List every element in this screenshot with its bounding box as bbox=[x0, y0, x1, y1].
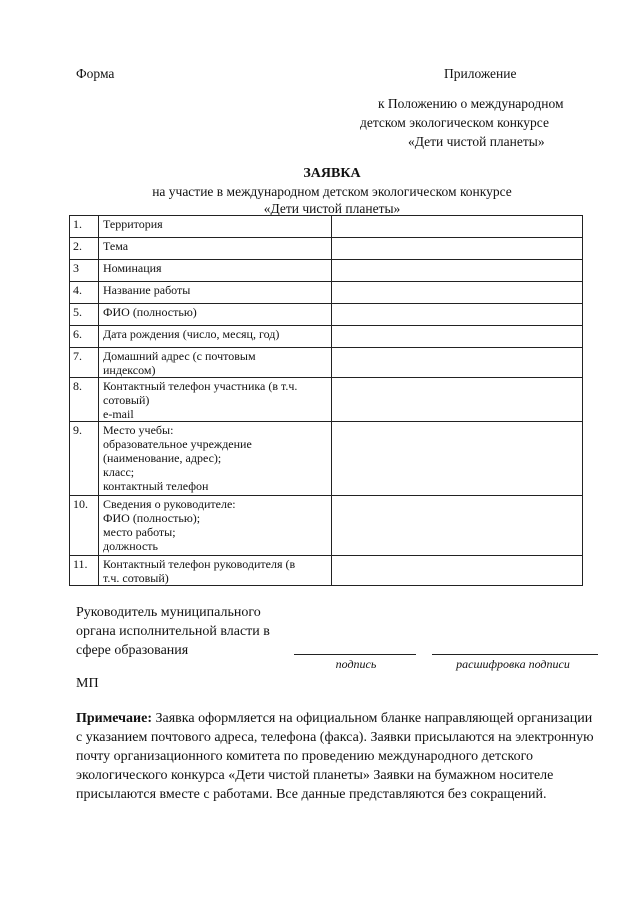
row-value-field[interactable] bbox=[332, 496, 583, 556]
head-title-line2: органа исполнительной власти в bbox=[76, 624, 270, 639]
row-label-line: e-mail bbox=[103, 407, 134, 421]
head-title-line1: Руководитель муниципального bbox=[76, 605, 261, 620]
row-label bbox=[99, 496, 332, 556]
application-table bbox=[69, 215, 583, 586]
row-label-line: ФИО (полностью); bbox=[103, 511, 201, 525]
row-label-line: место работы; bbox=[103, 525, 176, 539]
row-label-line: индексом) bbox=[103, 363, 156, 377]
row-number: 7. bbox=[70, 348, 99, 378]
row-label bbox=[99, 422, 332, 496]
row-label-line: образовательное учреждение bbox=[103, 437, 252, 451]
row-label-line: Название работы bbox=[103, 283, 191, 297]
row-number: 3 bbox=[70, 260, 99, 282]
head-of-authority-block bbox=[76, 603, 270, 660]
note-paragraph bbox=[76, 709, 596, 804]
row-value-field[interactable] bbox=[332, 216, 583, 238]
row-value-field[interactable] bbox=[332, 556, 583, 586]
row-value-field[interactable] bbox=[332, 378, 583, 422]
row-label-line: Контактный телефон руководителя (в bbox=[103, 557, 296, 571]
signature-line bbox=[294, 654, 416, 655]
row-number: 2. bbox=[70, 238, 99, 260]
row-label-line: контактный телефон bbox=[103, 479, 209, 493]
row-label-line: должность bbox=[103, 539, 158, 553]
row-number: 1. bbox=[70, 216, 99, 238]
row-label-line: Дата рождения (число, месяц, год) bbox=[103, 327, 280, 341]
head-title-line3: сфере образования bbox=[76, 643, 189, 658]
row-label-line: Территория bbox=[103, 217, 163, 231]
table-row bbox=[70, 282, 583, 304]
row-label-line: ФИО (полностью) bbox=[103, 305, 197, 319]
row-label bbox=[99, 216, 332, 238]
row-value-field[interactable] bbox=[332, 238, 583, 260]
table-row bbox=[70, 238, 583, 260]
row-label-line: Место учебы: bbox=[103, 423, 174, 437]
table-row bbox=[70, 378, 583, 422]
table-row bbox=[70, 216, 583, 238]
note-label: Примечаие: bbox=[76, 711, 152, 726]
row-label-line: т.ч. сотовый) bbox=[103, 571, 169, 585]
row-label-line: Сведения о руководителе: bbox=[103, 497, 236, 511]
row-number: 8. bbox=[70, 378, 99, 422]
row-value-field[interactable] bbox=[332, 326, 583, 348]
table-row bbox=[70, 348, 583, 378]
signature-caption: подпись bbox=[335, 657, 377, 671]
row-number: 10. bbox=[70, 496, 99, 556]
row-label-line: Номинация bbox=[103, 261, 162, 275]
signature-decode-caption: расшифровка подписи bbox=[456, 657, 570, 671]
row-number: 9. bbox=[70, 422, 99, 496]
row-label bbox=[99, 556, 332, 586]
row-number: 4. bbox=[70, 282, 99, 304]
contest-name: «Дети чистой планеты» bbox=[408, 134, 545, 149]
row-label-line: Домашний адрес (с почтовым bbox=[103, 349, 256, 363]
application-title: ЗАЯВКА bbox=[303, 166, 361, 181]
table-row bbox=[70, 326, 583, 348]
application-subtitle-line1: на участие в международном детском экологическом конкурсе bbox=[152, 184, 512, 199]
note-text: Заявка оформляется на официальном бланке направляющей организации с указанием почтового адреса, телефона (факса). Заявки присылаются на электронную почту организационного комитета по проведению международного детского экологического конкурса «Дети чистой планеты» Заявки на бумажном носителе присылаются вместе с работами. Все данные представляются без сокращений. bbox=[76, 711, 594, 802]
signature-decode-line bbox=[432, 654, 598, 655]
row-label bbox=[99, 348, 332, 378]
row-label-line: сотовый) bbox=[103, 393, 150, 407]
table-row bbox=[70, 260, 583, 282]
row-value-field[interactable] bbox=[332, 422, 583, 496]
row-number: 6. bbox=[70, 326, 99, 348]
row-label bbox=[99, 238, 332, 260]
row-number: 5. bbox=[70, 304, 99, 326]
table-row bbox=[70, 304, 583, 326]
table-row bbox=[70, 496, 583, 556]
application-subtitle-line2: «Дети чистой планеты» bbox=[263, 201, 401, 216]
regulation-reference: к Положению о международном bbox=[378, 96, 564, 111]
contest-reference: детском экологическом конкурсе bbox=[360, 115, 549, 130]
row-label-line: Контактный телефон участника (в т.ч. bbox=[103, 379, 298, 393]
appendix-label: Приложение bbox=[444, 66, 517, 81]
row-label-line: класс; bbox=[103, 465, 135, 479]
row-value-field[interactable] bbox=[332, 260, 583, 282]
table-row bbox=[70, 422, 583, 496]
row-label bbox=[99, 260, 332, 282]
row-number: 11. bbox=[70, 556, 99, 586]
row-label bbox=[99, 326, 332, 348]
row-label bbox=[99, 282, 332, 304]
row-value-field[interactable] bbox=[332, 304, 583, 326]
row-value-field[interactable] bbox=[332, 348, 583, 378]
row-label-line: Тема bbox=[103, 239, 129, 253]
row-value-field[interactable] bbox=[332, 282, 583, 304]
row-label bbox=[99, 378, 332, 422]
form-label: Форма bbox=[76, 66, 115, 81]
row-label bbox=[99, 304, 332, 326]
row-label-line: (наименование, адрес); bbox=[103, 451, 222, 465]
stamp-place: МП bbox=[76, 676, 99, 691]
table-row bbox=[70, 556, 583, 586]
